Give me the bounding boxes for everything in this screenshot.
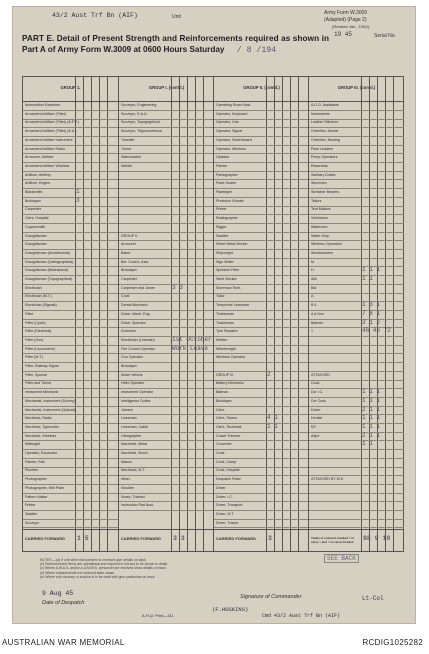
trade-label: Artificer, Engine [25,181,51,186]
carried-forward-label: CARRIED FORWARD [121,536,161,541]
trade-label: Armament Artificer Instrument [25,137,73,142]
carried-forward-row [309,529,404,552]
group-heading: GROUP III. (contd.) [309,77,404,102]
trade-label: B 6 [311,303,317,308]
form-sub: (Adapted) (Page 2) [324,17,367,23]
trade-label: Millwright [25,442,40,447]
trade-label: Welder [216,337,228,342]
trade-label: Bat [311,285,317,290]
trade-label: Adjut [311,433,320,438]
typed-value: 7 6 1 [362,309,381,317]
trade-label: Draughtsman (Architectural) [25,250,70,255]
trade-label: Telephone Linesman [216,303,250,308]
trade-label: ATTACHED [311,372,330,377]
trade-label: Driver, I.C. [216,494,233,499]
trade-label: Armourer, Artificer [25,155,54,160]
trade-label: Operator, Wireless [216,146,246,151]
trade-label: Cook [216,451,225,455]
trade-label: Batman [216,390,229,395]
trade-label: Armament Artificer Radio [25,146,65,151]
trade-label: Bricklayer [25,198,41,203]
typed-value: 1 1 [362,440,373,448]
trade-label: MT [311,424,317,429]
trade-label: Mechanic, M.T. [121,468,146,473]
trade-label: Moulder [121,485,134,490]
trade-label: Electrician (Signals) [25,303,57,308]
trade-label: Surveyor, Trigonometrical [121,129,162,134]
trade-row [214,519,309,529]
trade-label: GROUP II. [121,233,139,238]
trade-label: Fitter (Gun) [25,337,44,342]
trade-label: Saddler [25,511,38,516]
trade-label: Storeman Tech. [216,285,242,290]
trade-label: Armament Artificer (Fitter) (A.A.) [25,129,77,134]
trade-label: Coppersmith [25,224,46,229]
typed-value: 3 3 [172,283,183,291]
typed-value: 1 1 1 [362,414,381,422]
trade-label: Rigger [216,224,227,229]
trade-label: Plant Gearer [216,181,237,186]
trade-label: Driver Operator [121,320,146,325]
carried-forward-value: 98 9 10 [363,535,391,542]
trade-label: Watchmaker [121,155,142,160]
trade-label: Driver [311,407,321,412]
carried-forward-row [23,529,118,552]
trade-label: Electrician [25,285,42,290]
trade-label: Woodworkers [311,250,333,255]
trade-row [309,519,404,529]
carried-forward-label: CARRIED FORWARD [25,536,65,541]
trade-label: Tailors [311,198,322,203]
trade-label: Pantographer [216,172,238,177]
trade-label: Tent Makers [311,207,331,212]
trade-label: Fitter (Locomotive) [25,346,55,351]
trade-label: Intelligence Duties [121,398,151,403]
trade-label: Operator, Line [216,120,239,125]
typed-value: 1st October [172,335,212,343]
title-line-2-text: Part A of Army Form W.3009 at 0600 Hours Saturday [22,45,225,54]
carried-forward-row [214,529,309,552]
title-line-1: PART E. Detail of Present Strength and Reinforcements required as shown in [22,34,330,43]
trade-label: Storemen [311,181,327,186]
trade-label: H [311,268,314,273]
trade-label: Driver, M.T. [216,511,235,516]
trade-label: Alle [311,277,317,281]
trade-label: Draughtsman (Cartographical) [25,259,74,264]
trade-label: Driver, Mech. Eng. [121,311,151,316]
carried-forward-value: 3 3 [173,535,185,542]
trade-label: Batmen [311,320,324,325]
trade-label: Tyre Repairer [216,329,238,334]
typed-value: 4 1 [267,414,278,422]
trade-label: Watermen [311,224,328,229]
trade-label: Tinsmith [121,137,135,142]
trade-label: Gun Operator [121,355,143,360]
trade-label: Surveyor, R.A.A. [121,111,148,116]
carried-forward-label: CARRIED FORWARD [216,536,256,541]
trade-label: Armourer [121,242,136,247]
group-column-1 [23,77,118,551]
rank-typed: Lt-Col [362,595,384,602]
note-line: (b) Reinforcement items are operational and required in full and to be shown in detail. [40,562,168,567]
trade-label: Saddler [216,233,229,238]
trade-label: Radiographer [216,216,238,221]
trade-label: 1 [311,329,313,334]
trade-label: M [311,259,314,264]
trade-label: Bricklayer [121,268,137,273]
trade-label: Water Duty [311,233,329,238]
trade-label: Bricklayer [216,398,232,403]
trade-label: Photographer [25,477,47,482]
trade-label: Pack Leaders [311,146,333,151]
group-column-4 [308,77,404,551]
trade-label: Sanitary Duties [311,172,336,177]
typed-value: 1 1 1 [362,396,381,404]
trade-label: Despatch Rider [216,477,241,482]
trade-label: Clerk [216,407,225,412]
trade-label: Operator, Keyboard [216,111,248,116]
trade-label: Dental Mechanic [121,303,148,308]
trade-label: Printer [25,503,36,508]
trade-label: Wheelwright [216,346,236,351]
strength-grid [22,76,404,552]
trade-label: Cook, Camp [216,459,236,464]
trade-label: Fire Control Operator [121,346,155,351]
trade-label: Lithographer [121,433,142,438]
trade-label: A A Non [311,311,324,316]
trade-label: Stretcher Bearers [311,190,340,194]
trade-label: Optician [216,155,230,160]
trade-label: Machinist, Wood [121,451,148,455]
year-field: 19 45 [334,31,353,38]
trade-label: Carpenter [25,207,41,212]
typed-value: 1 [76,188,80,195]
trade-label: Nurse, Trained [121,494,145,499]
trade-label: Painter, Rail [25,459,45,464]
trade-label: Precision Grinder [216,198,244,203]
trade-label: Ventilators [311,216,328,221]
trade-label: Joiners [121,407,133,412]
trade-label: Sprinkler Fitter [216,268,240,273]
trade-label: Printer [216,207,227,212]
trade-label: Turner [121,146,132,151]
trade-label: Steel Worker [216,277,237,281]
trade-label: Blacksmith [25,190,43,194]
note-line: (e) Where any vacancy or surplus is to be dealt with give particulars on back. [40,574,156,579]
group-column-3 [213,77,309,551]
typed-value: Work Leave [172,344,209,352]
carried-forward-row [119,529,214,552]
trade-label: Orderlies, Nursing [311,137,340,142]
trade-label: Operator, Switchboard [216,137,252,142]
trade-label: Electrician (M.T.) [25,294,52,299]
group-column-2 [118,77,214,551]
carried-forward-value: 3 [268,535,272,542]
revised-note: (Revised Jan., 1943) [332,24,369,29]
trade-label: Fitter (M.T.) [25,355,44,360]
sig-unit-typed: Cmd 43/2 Aust Trf Bn (AIF) [262,613,341,619]
trade-label: Clerk, Hospital [25,216,49,221]
signature-label: Signature of Commander [240,594,302,600]
note-line: NOTES.—(a) If unit other than present is received give details on back. [40,558,147,562]
trade-label: Ammunition Examiner [25,103,61,107]
trade-label: A [311,294,314,299]
trade-label: Baker [121,250,131,255]
trade-label: Draughtsman (Topographical) [25,277,73,281]
group-heading: GROUP 1. [23,77,118,102]
trade-label: Reservists [311,163,328,168]
trade-label: Cook, Hospital [216,468,240,473]
sig-name-typed: (F.HOSKINS) [212,606,249,613]
trade-label: Draughtsman [25,233,47,238]
trade-label: Platelayer [216,190,232,194]
trade-label: Artificer, Artillery [25,172,51,177]
trade-label: Instrument Mechanic [25,390,59,395]
typed-value: 46 46 72 [362,327,391,335]
trade-label: Fitter (Cycle) [25,320,46,325]
trade-label: Dvr I.C. [311,390,324,395]
trade-label: Machinist, Metal [121,442,147,447]
trade-label: Electrician (Lineman) [121,337,155,342]
page-title [22,34,412,55]
typed-value: 3 [76,196,80,204]
typed-value: 2 1 1 [362,431,381,439]
trade-label: Concreter [216,442,232,447]
trade-label: Fitter [25,311,34,316]
typed-value: 1 1 [267,422,278,430]
footer-id: RCDIG1025282 [362,638,423,647]
trade-label: Bricklayer [121,364,137,368]
trade-label: Fitter, Special [25,372,47,377]
see-back-stamp: SEE BACK [324,554,359,563]
trade-label: Shipwright [216,250,233,255]
trade-label: Armament Artificer (Fitter) [25,111,67,116]
trade-label: Sheet Metal Worker [216,242,248,247]
trade-label: Operator, Signal [216,129,242,134]
group-heading: GROUP I. (contd.) [119,77,214,102]
trade-label: Surveyor, Topographical [121,120,160,125]
form-sheet [12,6,416,624]
trade-label: Wireless Operator [216,355,245,360]
trade-label: Mechanic, Typewriter [25,424,59,429]
trade-label: Operating Room Asst. [216,103,252,107]
trade-label: Timberman [216,311,235,316]
trade-label: Drummer [121,329,136,334]
trade-label: Armament Artificer (Fitter) (A.F.V.) [25,120,79,125]
date-typed: / 8 /194 [236,46,277,55]
trade-label: Orderlies, Dental [311,129,338,134]
trade-label: GROUP III. [216,372,235,377]
trade-label: Draughtsman [25,242,47,247]
typed-value: 1 1 [362,275,373,282]
trade-label: Surveyor, Engineering [121,103,157,107]
trade-label: Fitter (Electrical) [25,329,52,334]
despatch-label: Date of Despatch [42,600,85,606]
note-line: (c) Where A.W.A.S. and/or A.A.M.W.S. personnel are received show details on back. [40,566,167,571]
trade-label: Dvr Cook [311,398,326,403]
unit-typed: 43/2 Aust Trf Bn (AIF) [52,12,138,19]
trade-row [119,501,214,511]
note-line: (d) Where replacements not received state cause. [40,570,116,575]
trade-label: Battery Mechanic [216,381,244,386]
trade-label: Pattern Maker [25,494,48,499]
serial-label: Serial No. [374,33,396,39]
trade-label: Linesman [121,416,137,421]
trade-label: Coach Trimmer [216,433,241,438]
typed-value: 1 1 1 [362,388,381,396]
group-heading: GROUP II. (contd.) [214,77,309,102]
footer-credit: AUSTRALIAN WAR MEMORIAL [2,638,125,647]
typed-value: 2 [267,370,271,378]
trade-label: Driver, Transport [216,503,243,508]
trade-label: Welder [121,163,133,168]
trade-label: Carpenter and Joiner [121,285,155,290]
notes-block [40,558,340,579]
printer-line: A.H.Q. Print—411 [142,613,174,618]
trade-label: Painter [216,163,228,168]
trade-label: Driver [216,485,226,490]
typed-value: 3 1 2 [362,318,381,326]
trade-row [23,519,118,529]
trade-label: Tailor [216,294,225,299]
trade-label: Leather Stitchers [311,120,339,125]
trade-label: Miner [121,477,130,482]
trade-label: Instruments [311,111,330,116]
trade-label: Dentist [311,416,323,421]
trade-label: Mechanist, Instrument (Survey) [25,398,75,403]
trade-label: ATTACHED BY W.E. [311,477,345,482]
trade-label: Sign Writer [216,259,234,264]
trade-label: Plumber [25,468,39,473]
trade-label: Tradesman [216,320,235,325]
trade-label: Wireless Operators [311,242,342,247]
typed-value: 1 1 1 [362,422,381,430]
trade-label: Armament Artificer Wireless [25,163,70,168]
typed-value: 1 1 1 [362,266,381,274]
trade-label: Motor Vehicle [121,372,143,377]
unit-label: Unit [172,14,181,20]
trade-label: Driver, Tractor [216,520,239,525]
trade-label: Photographer, Wet Plate [25,485,65,490]
carried-forward-value: 1 5 [77,535,89,542]
title-line-2 [22,45,412,55]
trade-label: Mechanist, Instrument (Optical) [25,407,75,412]
despatch-date-typed: 9 Aug 45 [42,590,74,597]
trade-label: A.G.D. Assistants [311,103,339,107]
trade-label: Instrument Operator [121,390,154,395]
trade-label: Mechanic, Wireless [25,433,57,438]
trade-label: Surveyor [25,520,40,525]
trade-label: Mechanic, Radio [25,416,52,421]
trade-label: Cook [121,294,130,299]
trade-label: Cook [311,381,320,386]
trade-label: Instruction Pad Asst. [121,503,154,508]
trade-label: Fitter, Railway Signal [25,364,59,368]
form-id: Army Form W.3009 [324,10,368,16]
trade-label: Draughtsman (Mechanical) [25,268,69,273]
trade-label: Operator, Excavator [25,451,57,455]
trade-label: Clerk, Technical [216,424,242,429]
trade-label: Hello Operator [121,381,145,386]
trade-label: Fitter and Turner [25,381,52,386]
trade-label: Mason [121,459,132,464]
trade-label: Pump Operators [311,155,338,160]
typed-value: 1 3 1 [362,301,381,309]
trade-label: Carpenter [121,277,137,281]
carried-forward-label: Totals of columns marked ^ to carry ^ and ^ to carry forward [311,536,355,544]
trade-label: Linesman, Cable [121,424,148,429]
trade-label: Bet. Cook's, Asst. [121,259,150,264]
typed-value: 2 1 1 [362,405,381,413]
trade-label: Clerk, Stores [216,416,237,421]
